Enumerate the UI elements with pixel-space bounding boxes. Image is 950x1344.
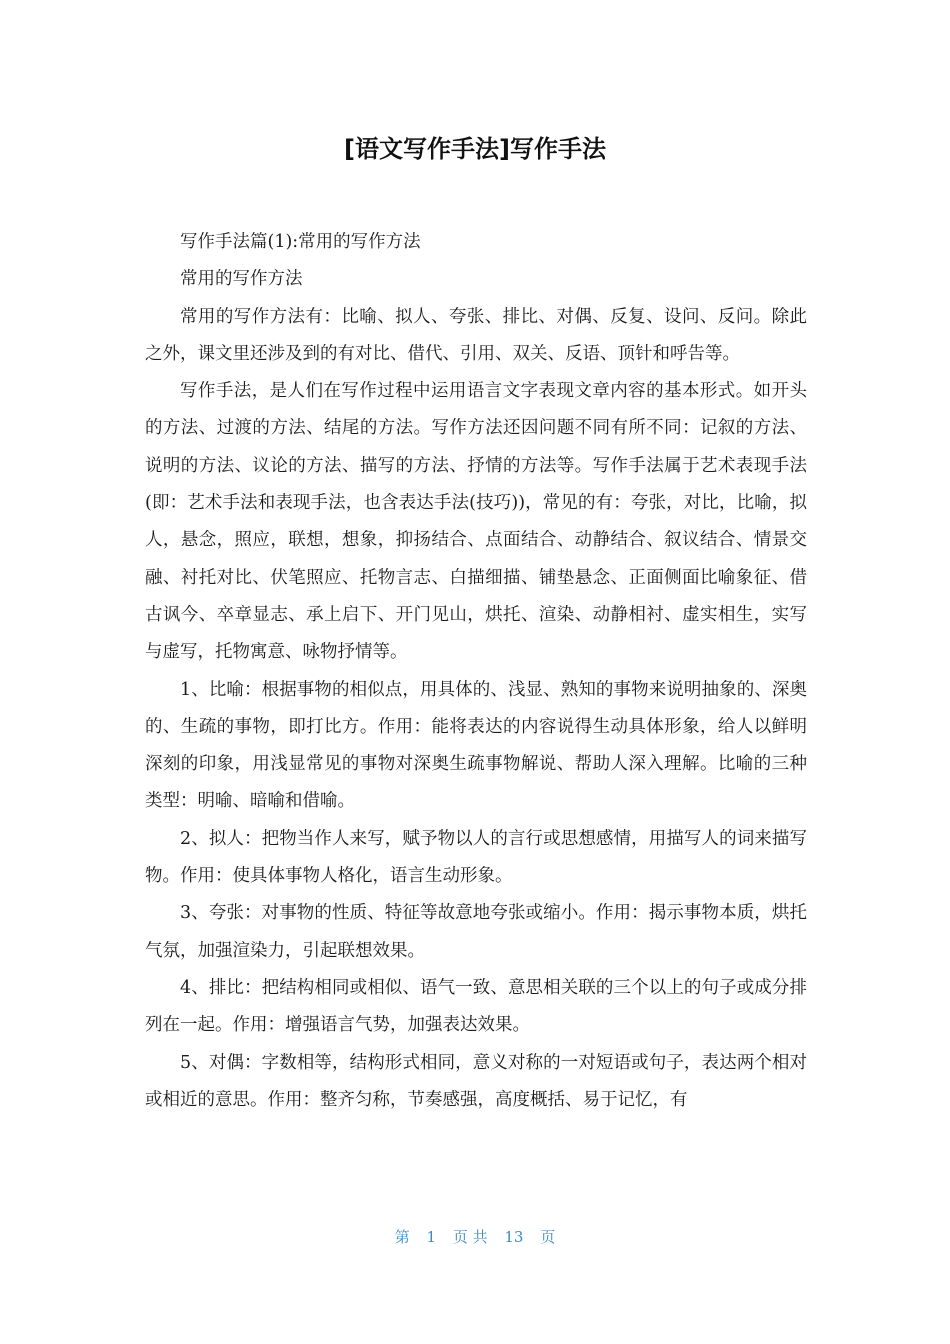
paragraph-section-heading: 写作手法篇(1):常用的写作方法: [180, 232, 421, 252]
paragraph-definition: 写作手法，是人们在写作过程中运用语言文字表现文章内容的基本形式。如开头的方法、过渡的方法、结尾的方法。写作方法还因问题不同有所不同：记叙的方法、说明的方法、议论的方法、描写的方法、抒情的方法等。写作手法属于艺术表现手法(即：艺术手法和表现手法，也含表达手法(技巧))，常见的有：夸张，对比，比喻，拟人，悬念，照应，联想，想象，抑扬结合、点面结合、动静结合、叙议结合、情景交融、衬托对比、伏笔照应、托物言志、白描细描、铺垫悬念、正面侧面比喻象征、借古讽今、卒章显志、承上启下、开门见山，烘托、渲染、动静相衬、虚实相生，实写与虚写，托物寓意、咏物抒情等。: [145, 381, 807, 663]
paragraph-hyperbole: 3、夸张：对事物的性质、特征等故意地夸张或缩小。作用：揭示事物本质，烘托气氛，加强渲染力，引起联想效果。: [145, 903, 807, 961]
document-title: [语文写作手法]写作手法: [344, 135, 606, 163]
paragraph-intro: 常用的写作方法有：比喻、拟人、夸张、排比、对偶、反复、设问、反问。除此之外，课文里还涉及到的有对比、借代、引用、双关、反语、顶针和呼告等。: [145, 306, 807, 364]
document-body: [145, 224, 807, 1119]
page-footer: [0, 1226, 950, 1248]
paragraph-metaphor: 1、比喻：根据事物的相似点，用具体的、浅显、熟知的事物来说明抽象的、深奥的、生疏的事物，即打比方。作用：能将表达的内容说得生动具体形象，给人以鲜明深刻的印象，用浅显常见的事物对深奥生疏事物解说、帮助人深入理解。比喻的三种类型：明喻、暗喻和借喻。: [145, 679, 807, 812]
paragraph-subheading: 常用的写作方法: [180, 269, 303, 290]
footer-prefix: 第: [394, 1228, 410, 1246]
footer-suffix: 页: [540, 1228, 556, 1246]
paragraph-antithesis: 5、对偶：字数相等，结构形式相同，意义对称的一对短语或句子，表达两个相对或相近的意思。作用：整齐匀称，节奏感强，高度概括、易于记忆，有: [145, 1052, 807, 1110]
paragraph-parallelism: 4、排比：把结构相同或相似、语气一致、意思相关联的三个以上的句子或成分排列在一起。作用：增强语言气势，加强表达效果。: [145, 977, 807, 1036]
paragraph-personification: 2、拟人：把物当作人来写，赋予物以人的言行或思想感情，用描写人的词来描写物。作用：使具体事物人格化，语言生动形象。: [145, 828, 807, 887]
footer-middle: 页 共: [452, 1228, 488, 1246]
footer-page-number: 1: [426, 1228, 437, 1246]
footer-total-pages: 13: [504, 1228, 524, 1246]
